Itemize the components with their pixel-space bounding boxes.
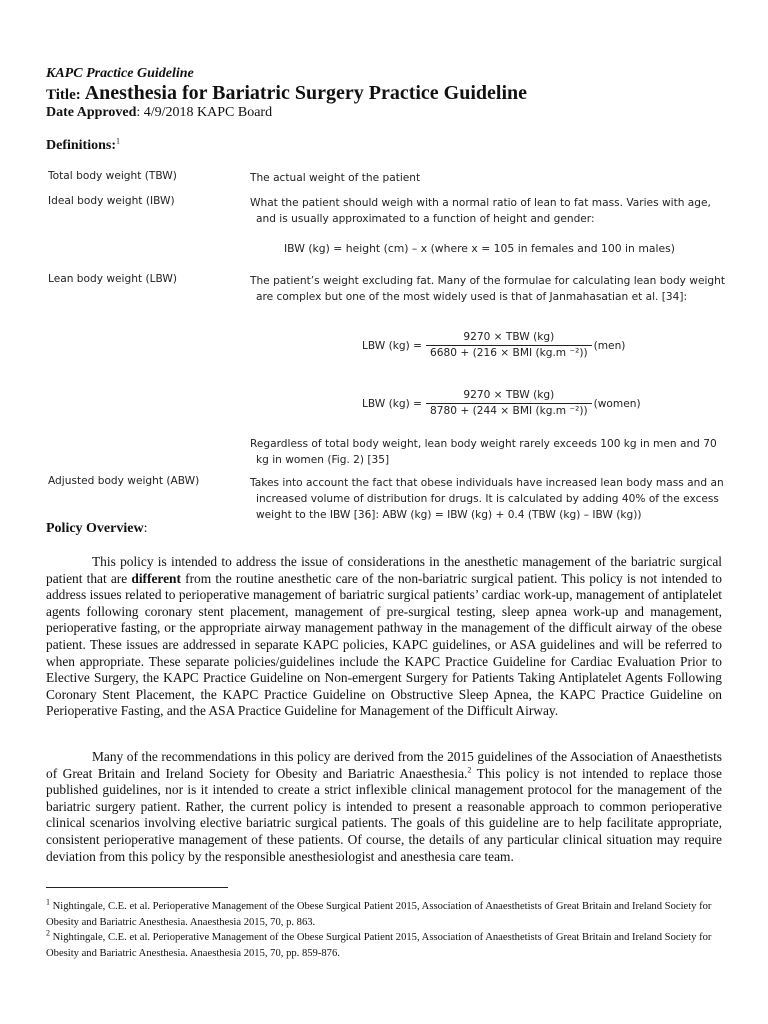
policy-overview-colon: : <box>143 521 148 536</box>
document-title: Anesthesia for Bariatric Surgery Practice Guideline <box>84 82 528 104</box>
desc-ibw <box>250 195 728 227</box>
footnote-1-text: Nightingale, C.E. et al. Perioperative Management of the Obese Surgical Patient 2015, Association of Anaesthetists of Great Britain and Ireland Society for Obesity and Bariatric Anesthesia. Anaesthesia 2015, 70, p. 863. <box>46 901 712 928</box>
term-lbw: Lean body weight (LBW) <box>48 273 177 285</box>
policy-p2-part-a: Many of the recommendations in this policy are derived from the 2015 guidelines of the Association of Anaesthetists of Great Britain and Ireland Society for Obesity and Bariatric Anaesthesia. <box>46 749 722 781</box>
lbw-women-lhs: LBW (kg) = <box>362 397 423 410</box>
desc-lbw <box>250 273 728 305</box>
lbw-formula-women <box>362 388 641 419</box>
definitions-heading <box>46 138 120 154</box>
footnote-1 <box>46 899 722 931</box>
policy-p1-part-b: from the routine anesthetic care of the non-bariatric surgical patient. This policy is not intended to address issues related to perioperative management of bariatric surgical patients’ cardiac work-up, management of antiplatelet agents following coronary stent placement, management of pre-surgical testing, sleep apnea work-up and management, perioperative fasting, or the appropriate airway management pathway in the management of the difficult airway of the obese patient. These issues are addressed in separate KAPC policies, KAPC guidelines, or ASA guidelines and will be referred to when appropriate. These separate policies/guidelines include the KAPC Practice Guideline for Cardiac Evaluation Prior to Elective Surgery, the KAPC Practice Guideline on Non-emergent Surgery for Patients Taking Antiplatelet Agents Following Coronary Stent Placement, the KAPC Practice Guideline on Obstructive Sleep Apnea, the KAPC Practice Guideline on Perioperative Fasting, and the ASA Practice Guideline for Management of the Difficult Airway. <box>46 570 722 719</box>
footnote-2-number: 2 <box>46 928 50 938</box>
date-approved-label: Date Approved <box>46 105 137 120</box>
lbw-women-label: (women) <box>593 397 641 410</box>
lbw-women-numerator: 9270 × TBW (kg) <box>426 388 592 404</box>
lbw-note <box>250 436 728 468</box>
lbw-women-fraction <box>426 388 592 419</box>
term-tbw: Total body weight (TBW) <box>48 170 177 182</box>
document-type: KAPC Practice Guideline <box>46 66 194 81</box>
lbw-men-label: (men) <box>593 339 626 352</box>
footnote-ref-2: 2 <box>467 765 472 775</box>
desc-tbw <box>250 170 728 186</box>
date-approved-value: : 4/9/2018 KAPC Board <box>136 105 273 120</box>
lbw-men-lhs: LBW (kg) = <box>362 339 423 352</box>
footnote-1-number: 1 <box>46 897 50 907</box>
lbw-formula-men <box>362 330 625 361</box>
desc-abw <box>250 475 728 523</box>
title-label: Title: <box>46 87 81 103</box>
policy-overview-heading <box>46 521 147 537</box>
desc-ibw-text: What the patient should weigh with a normal ratio of lean to fat mass. Varies with age, and is usually approximated to a function of height and gender: <box>250 197 711 225</box>
lbw-note-text: Regardless of total body weight, lean body weight rarely exceeds 100 kg in men and 70 kg in women (Fig. 2) [35] <box>250 438 717 466</box>
ibw-formula: IBW (kg) = height (cm) – x (where x = 105 in females and 100 in males) <box>284 242 675 255</box>
policy-paragraph-1 <box>46 554 722 720</box>
date-approved <box>46 105 272 121</box>
policy-paragraph-2 <box>46 749 722 865</box>
footnote-2-text: Nightingale, C.E. et al. Perioperative Management of the Obese Surgical Patient 2015, Association of Anaesthetists of Great Britain and Ireland Society for Obesity and Bariatric Anesthesia. Anaesthesia 2015, 70, pp. 859-876. <box>46 932 712 959</box>
lbw-women-denominator: 8780 + (244 × BMI (kg.m ⁻²)) <box>430 405 588 417</box>
desc-abw-text: Takes into account the fact that obese individuals have increased lean body mass and an increased volume of distribution for drugs. It is calculated by adding 40% of the excess weight to the IBW [36]: ABW (kg) = IBW (kg) + 0.4 (TBW (kg) – IBW (kg)) <box>250 477 724 521</box>
definitions-heading-text: Definitions: <box>46 138 116 153</box>
term-abw: Adjusted body weight (ABW) <box>48 475 200 487</box>
footnote-ref-1: 1 <box>116 136 120 146</box>
title-line <box>46 82 527 105</box>
lbw-men-fraction <box>426 330 592 361</box>
policy-p1-part-a: This policy is intended to address the issue of considerations in the anesthetic management of the bariatric surgical patient that are <box>46 554 722 586</box>
policy-p2-part-b: This policy is not intended to replace those published guidelines, nor is it intended to create a strict inflexible clinical management protocol for the management of the bariatric surgery patient. Rather, the current policy is intended to present a reasonable approach to common perioperative clinical scenarios involving elective bariatric surgical patients. The goals of this guideline are to help facilitate appropriate, consistent perioperative management of these patients. Of course, the details of any particular clinical situation may require deviation from this policy by the responsible anesthesiologist and anesthesia care team. <box>46 765 722 864</box>
desc-tbw-text: The actual weight of the patient <box>250 172 421 184</box>
desc-lbw-text: The patient’s weight excluding fat. Many of the formulae for calculating lean body weight are complex but one of the most widely used is that of Janmahasatian et al. [34]: <box>250 275 726 303</box>
footnote-divider <box>46 887 228 888</box>
lbw-men-denominator: 6680 + (216 × BMI (kg.m ⁻²)) <box>430 347 588 359</box>
lbw-men-numerator: 9270 × TBW (kg) <box>426 330 592 346</box>
policy-overview-heading-text: Policy Overview <box>46 521 144 536</box>
term-ibw: Ideal body weight (IBW) <box>48 195 175 207</box>
footnote-2 <box>46 930 722 962</box>
policy-p1-emphasis: different <box>131 570 181 586</box>
